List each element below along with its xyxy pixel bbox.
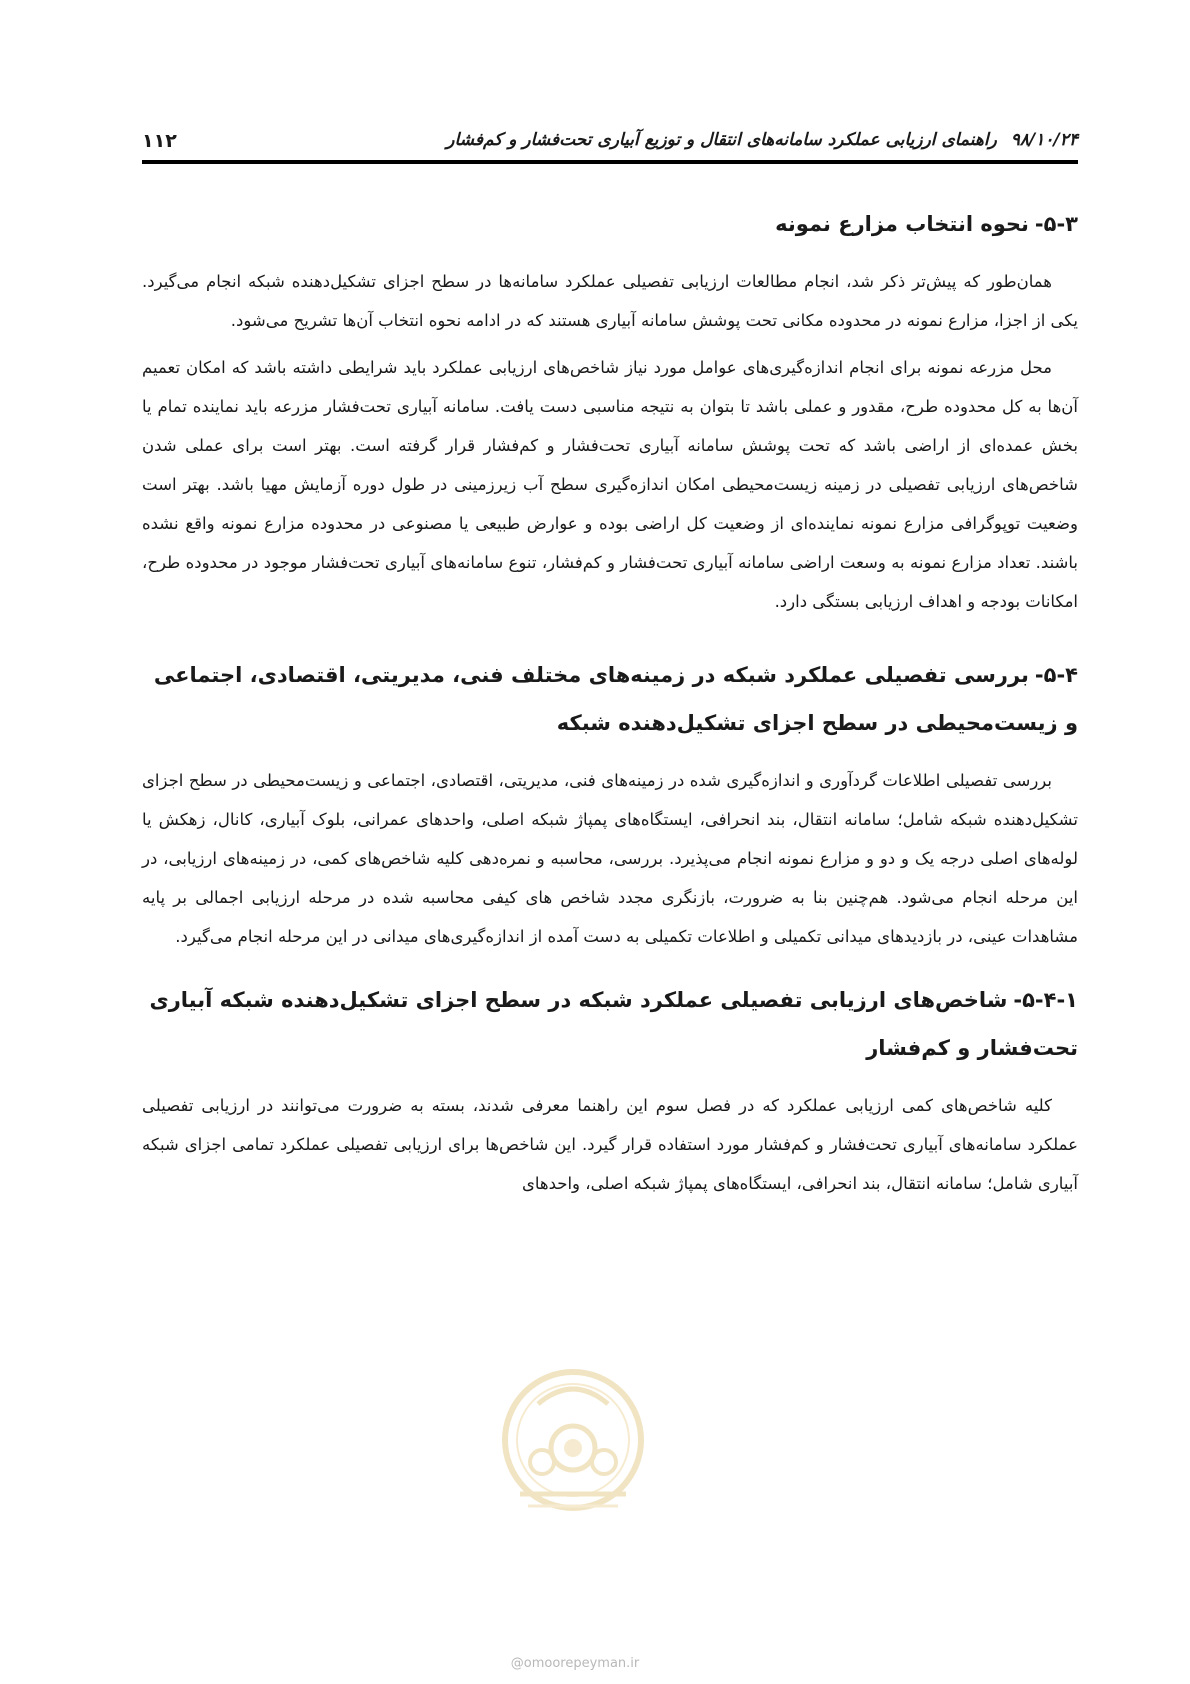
section-heading-5-3 xyxy=(142,200,1078,248)
paragraph: محل مزرعه نمونه برای انجام اندازه‌گیری‌های عوامل مورد نیاز شاخص‌های ارزیابی عملکرد باید شرایطی داشته باشد که امکان تعمیم آن‌ها به کل محدوده طرح، مقدور و عملی باشد تا بتوان به نتیجه مناسبی دست یافت. سامانه آبیاری تحت‌فشار مزرعه باید نماینده تمام یا بخش عمده‌ای از اراضی باشد که تحت پوشش سامانه آبیاری تحت‌فشار و کم‌فشار قرار گرفته است. بهتر است برای عملی شدن شاخص‌های ارزیابی تفصیلی در زمینه زیست‌محیطی امکان اندازه‌گیری سطح آب زیرزمینی در طول دوره آزمایش مهیا باشد. بهتر است وضعیت توپوگرافی مزارع نمونه نماینده‌ای از وضعیت کل اراضی بوده و عوارض طبیعی یا مصنوعی در محدوده مزارع نمونه واقع نشده باشند. تعداد مزارع نمونه به وسعت اراضی سامانه آبیاری تحت‌فشار و کم‌فشار، تنوع سامانه‌های آبیاری تحت‌فشار موجود در محدوده طرح، امکانات بودجه و اهداف ارزیابی بستگی دارد. xyxy=(142,358,1078,611)
section-heading-5-4-1 xyxy=(142,976,1078,1072)
paragraph: بررسی تفصیلی اطلاعات گردآوری و اندازه‌گیری شده در زمینه‌های فنی، مدیریتی، اقتصادی، اجتماعی و زیست‌محیطی در سطح اجزای تشکیل‌دهنده شبکه شامل؛ سامانه انتقال، بند انحرافی، ایستگاه‌های پمپاژ شبکه اصلی، واحدهای عمرانی، بلوک آبیاری، کانال، زهکش یا لوله‌های اصلی درجه یک و دو و مزارع نمونه انجام می‌پذیرد. بررسی، محاسبه و نمره‌دهی کلیه شاخص‌های کمی، در زمینه‌های ارزیابی، در این مرحله انجام می‌شود. هم‌چنین بنا به ضرورت، بازنگری مجدد شاخص های کیفی محاسبه شده در مرحله ارزیابی اجمالی بر پایه مشاهدات عینی، در بازدیدهای میدانی تکمیلی و اطلاعات تکمیلی به دست آمده از اندازه‌گیری‌های میدانی در این مرحله انجام می‌گیرد. xyxy=(142,771,1078,946)
paragraph: همان‌طور که پیش‌تر ذکر شد، انجام مطالعات ارزیابی تفصیلی عملکرد سامانه‌ها در سطح اجزای تشکیل‌دهنده شبکه انجام می‌گیرد. یکی از اجزا، مزارع نمونه در محدوده مکانی تحت پوشش سامانه آبیاری هستند که در ادامه نحوه انتخاب آن‌ها تشریح می‌شود. xyxy=(142,272,1078,330)
watermark-seal-icon xyxy=(498,1344,648,1536)
section-heading-5-4 xyxy=(142,651,1078,747)
header-rule xyxy=(142,160,1078,164)
section-number: ۵-۳- xyxy=(1034,212,1078,236)
page-content xyxy=(142,200,1078,1211)
paragraph: کلیه شاخص‌های کمی ارزیابی عملکرد که در فصل سوم این راهنما معرفی شدند، بسته به ضرورت می‌توانند در ارزیابی تفصیلی عملکرد سامانه‌های آبیاری تحت‌فشار و کم‌فشار مورد استفاده قرار گیرد. این شاخص‌ها برای ارزیابی تفصیلی عملکرد تمامی اجزای شبکه آبیاری شامل؛ سامانه انتقال، بند انحرافی، ایستگاه‌های پمپاژ شبکه اصلی، واحدهای xyxy=(142,1096,1078,1193)
section-title: نحوه انتخاب مزارع نمونه xyxy=(775,212,1029,236)
section-title: بررسی تفصیلی عملکرد شبکه در زمینه‌های مختلف فنی، مدیریتی، اقتصادی، اجتماعی و زیست‌محیطی در سطح اجزای تشکیل‌دهنده شبکه xyxy=(153,663,1078,735)
running-header xyxy=(446,130,1078,150)
header-date: ۹۸/۱۰/۲۴ xyxy=(1010,130,1078,150)
section-title: شاخص‌های ارزیابی تفصیلی عملکرد شبکه در سطح اجزای تشکیل‌دهنده شبکه آبیاری تحت‌فشار و کم‌فشار xyxy=(149,988,1078,1060)
section-number: ۵-۴-۱- xyxy=(1013,988,1078,1012)
page-header xyxy=(142,126,1078,162)
header-title: راهنمای ارزیابی عملکرد سامانه‌های انتقال و توزیع آبیاری تحت‌فشار و کم‌فشار xyxy=(446,130,997,150)
watermark-url: @omoorepeyman.ir xyxy=(510,1656,640,1671)
page-number: ۱۱۲ xyxy=(142,130,177,152)
section-number: ۵-۴- xyxy=(1034,663,1078,687)
